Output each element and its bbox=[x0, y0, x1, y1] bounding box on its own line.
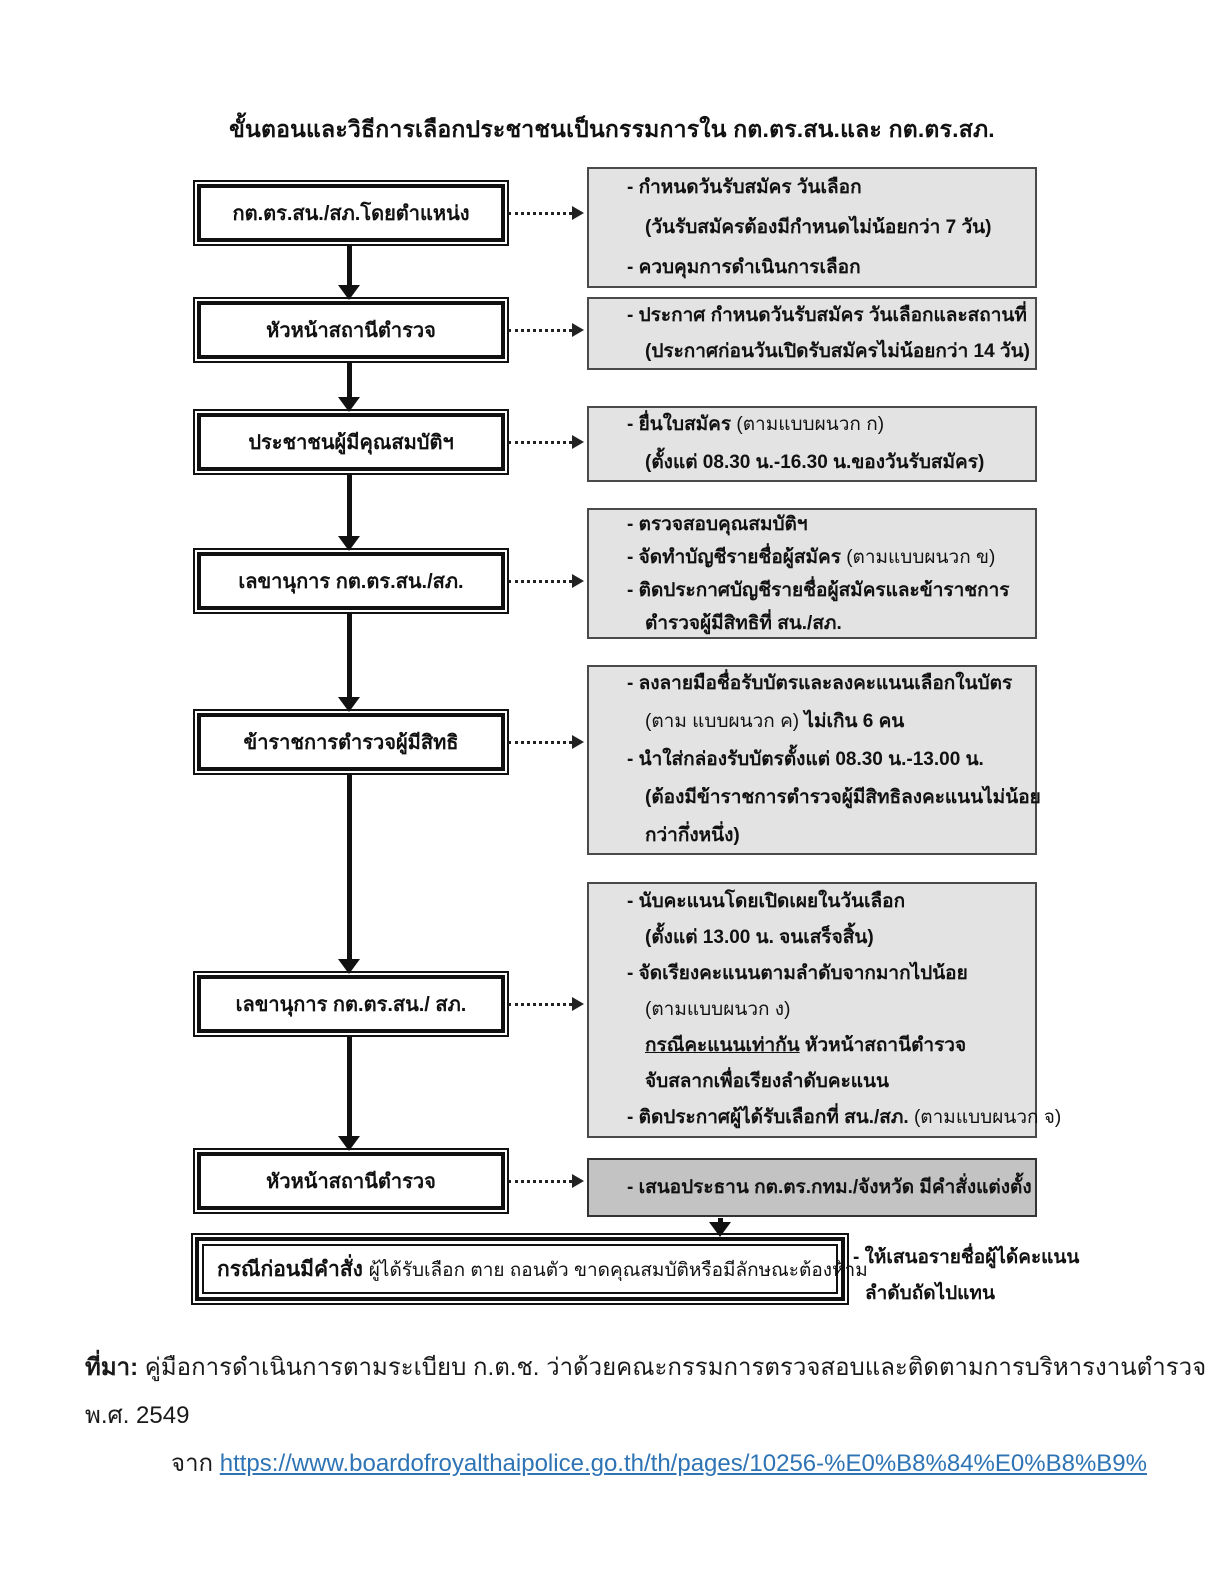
detail-line: กว่ากึ่งหนึ่ง) bbox=[645, 825, 740, 846]
source-label: ที่มา: bbox=[85, 1354, 139, 1381]
dotted-arrow-2 bbox=[508, 323, 584, 337]
final-side-note bbox=[853, 1240, 1093, 1312]
final-side-note-line1: - ให้เสนอรายชื่อผู้ได้คะแนน bbox=[853, 1247, 1080, 1268]
page-title: ขั้นตอนและวิธีการเลือกประชาชนเป็นกรรมการใน กต.ตร.สน.และ กต.ตร.สภ. bbox=[229, 116, 995, 142]
detail-line: - ลงลายมือชื่อรับบัตรและลงคะแนนเลือกในบัตร bbox=[627, 673, 1013, 694]
detail-line: (ต้องมีข้าราชการตำรวจผู้มีสิทธิลงคะแนนไม่น้อย bbox=[645, 787, 1041, 808]
source-from-label: จาก bbox=[171, 1450, 220, 1477]
detail-line: - เสนอประธาน กต.ตร.กทม./จังหวัด มีคำสั่งแต่งตั้ง bbox=[627, 1176, 1032, 1198]
step-box-7 bbox=[197, 1152, 505, 1210]
final-case-box bbox=[195, 1237, 868, 1301]
final-case-text: กรณีก่อนมีคำสั่ง ผู้ได้รับเลือก ตาย ถอนตัว ขาดคุณสมบัติหรือมีลักษณะต้องห้าม bbox=[217, 1257, 868, 1281]
detail-line: - ติดประกาศบัญชีรายชื่อผู้สมัครและข้าราชการ bbox=[627, 579, 1010, 601]
detail-line: - ตรวจสอบคุณสมบัติฯ bbox=[627, 513, 808, 535]
step-box-5 bbox=[197, 713, 505, 771]
detail-line: - นำใส่กล่องรับบัตรตั้งแต่ 08.30 น.-13.00 น. bbox=[627, 749, 984, 770]
dotted-arrow-7 bbox=[508, 1174, 584, 1188]
dotted-arrow-3 bbox=[508, 435, 584, 449]
down-arrow-5 bbox=[338, 773, 360, 974]
detail-box-7 bbox=[587, 1158, 1037, 1217]
source-text: คู่มือการดำเนินการตามระเบียบ ก.ต.ช. ว่าด้วยคณะกรรมการตรวจสอบและติดตามการบริหารงานตำรวจ พ.ศ. 2549 bbox=[85, 1354, 1207, 1429]
step-box-6 bbox=[197, 975, 505, 1033]
detail-line: (ตาม แบบผนวก ค) ไม่เกิน 6 คน bbox=[645, 711, 905, 732]
dotted-arrow-4 bbox=[508, 574, 584, 588]
source-line-1 bbox=[85, 1344, 1224, 1440]
step-box-1 bbox=[197, 184, 505, 242]
dotted-arrow-5 bbox=[508, 735, 584, 749]
detail-box-6 bbox=[587, 882, 1062, 1138]
step-box-3-label: ประชาชนผู้มีคุณสมบัติฯ bbox=[248, 432, 454, 454]
detail-box-2 bbox=[587, 297, 1037, 370]
dotted-arrow-1 bbox=[508, 206, 584, 220]
detail-line: - ยื่นใบสมัคร (ตามแบบผนวก ก) bbox=[627, 414, 885, 435]
step-box-4 bbox=[197, 552, 505, 610]
detail-box-5 bbox=[587, 665, 1041, 855]
source-line-2 bbox=[85, 1440, 1224, 1488]
down-arrow-3 bbox=[338, 473, 360, 551]
detail-line: (ตามแบบผนวก ง) bbox=[645, 999, 791, 1020]
step-box-7-label: หัวหน้าสถานีตำรวจ bbox=[266, 1171, 436, 1193]
detail-line: - ติดประกาศผู้ได้รับเลือกที่ สน./สภ. (ตามแบบผนวก จ) bbox=[627, 1107, 1062, 1128]
down-arrow-6 bbox=[338, 1035, 360, 1151]
step-box-2-label: หัวหน้าสถานีตำรวจ bbox=[266, 320, 436, 342]
down-arrow-1 bbox=[338, 246, 360, 300]
detail-line: (ประกาศก่อนวันเปิดรับสมัครไม่น้อยกว่า 14 วัน) bbox=[645, 340, 1030, 362]
step-box-2 bbox=[197, 301, 505, 359]
step-box-5-label: ข้าราชการตำรวจผู้มีสิทธิ bbox=[243, 732, 459, 754]
dotted-arrow-6 bbox=[508, 997, 584, 1011]
step-box-4-label: เลขานุการ กต.ตร.สน./สภ. bbox=[238, 571, 464, 593]
detail-line: - จัดทำบัญชีรายชื่อผู้สมัคร (ตามแบบผนวก ข) bbox=[627, 546, 996, 568]
detail-line: - กำหนดวันรับสมัคร วันเลือก bbox=[627, 176, 862, 198]
detail-line: ตำรวจผู้มีสิทธิที่ สน./สภ. bbox=[645, 612, 842, 634]
detail-line: - ประกาศ กำหนดวันรับสมัคร วันเลือกและสถานที่ bbox=[627, 304, 1027, 326]
detail-box-1 bbox=[587, 167, 1037, 288]
down-arrow-4 bbox=[338, 612, 360, 712]
step-box-1-label: กต.ตร.สน./สภ.โดยตำแหน่ง bbox=[232, 203, 470, 225]
detail-line: - จัดเรียงคะแนนตามลำดับจากมากไปน้อย bbox=[627, 963, 968, 984]
source-link[interactable]: https://www.boardofroyalthaipolice.go.th/th/pages/10256-%E0%B8%84%E0%B8%B9% bbox=[219, 1450, 1147, 1477]
source-citation bbox=[85, 1344, 1224, 1488]
step-box-6-label: เลขานุการ กต.ตร.สน./ สภ. bbox=[235, 994, 467, 1016]
detail-box-3 bbox=[587, 406, 1037, 482]
detail-line: (ตั้งแต่ 13.00 น. จนเสร็จสิ้น) bbox=[645, 927, 874, 948]
down-arrow-7 bbox=[709, 1218, 731, 1237]
detail-line: - นับคะแนนโดยเปิดเผยในวันเลือก bbox=[627, 891, 906, 912]
detail-line: (วันรับสมัครต้องมีกำหนดไม่น้อยกว่า 7 วัน) bbox=[645, 216, 992, 238]
detail-line: กรณีคะแนนเท่ากัน หัวหน้าสถานีตำรวจ bbox=[645, 1035, 967, 1056]
step-box-3 bbox=[197, 413, 505, 471]
down-arrow-2 bbox=[338, 361, 360, 412]
detail-line: - ควบคุมการดำเนินการเลือก bbox=[627, 256, 861, 278]
detail-box-4 bbox=[587, 508, 1037, 639]
final-side-note-line2: ลำดับถัดไปแทน bbox=[865, 1283, 995, 1304]
detail-line: จับสลากเพื่อเรียงลำดับคะแนน bbox=[645, 1071, 889, 1092]
detail-line: (ตั้งแต่ 08.30 น.-16.30 น.ของวันรับสมัคร) bbox=[645, 452, 985, 473]
